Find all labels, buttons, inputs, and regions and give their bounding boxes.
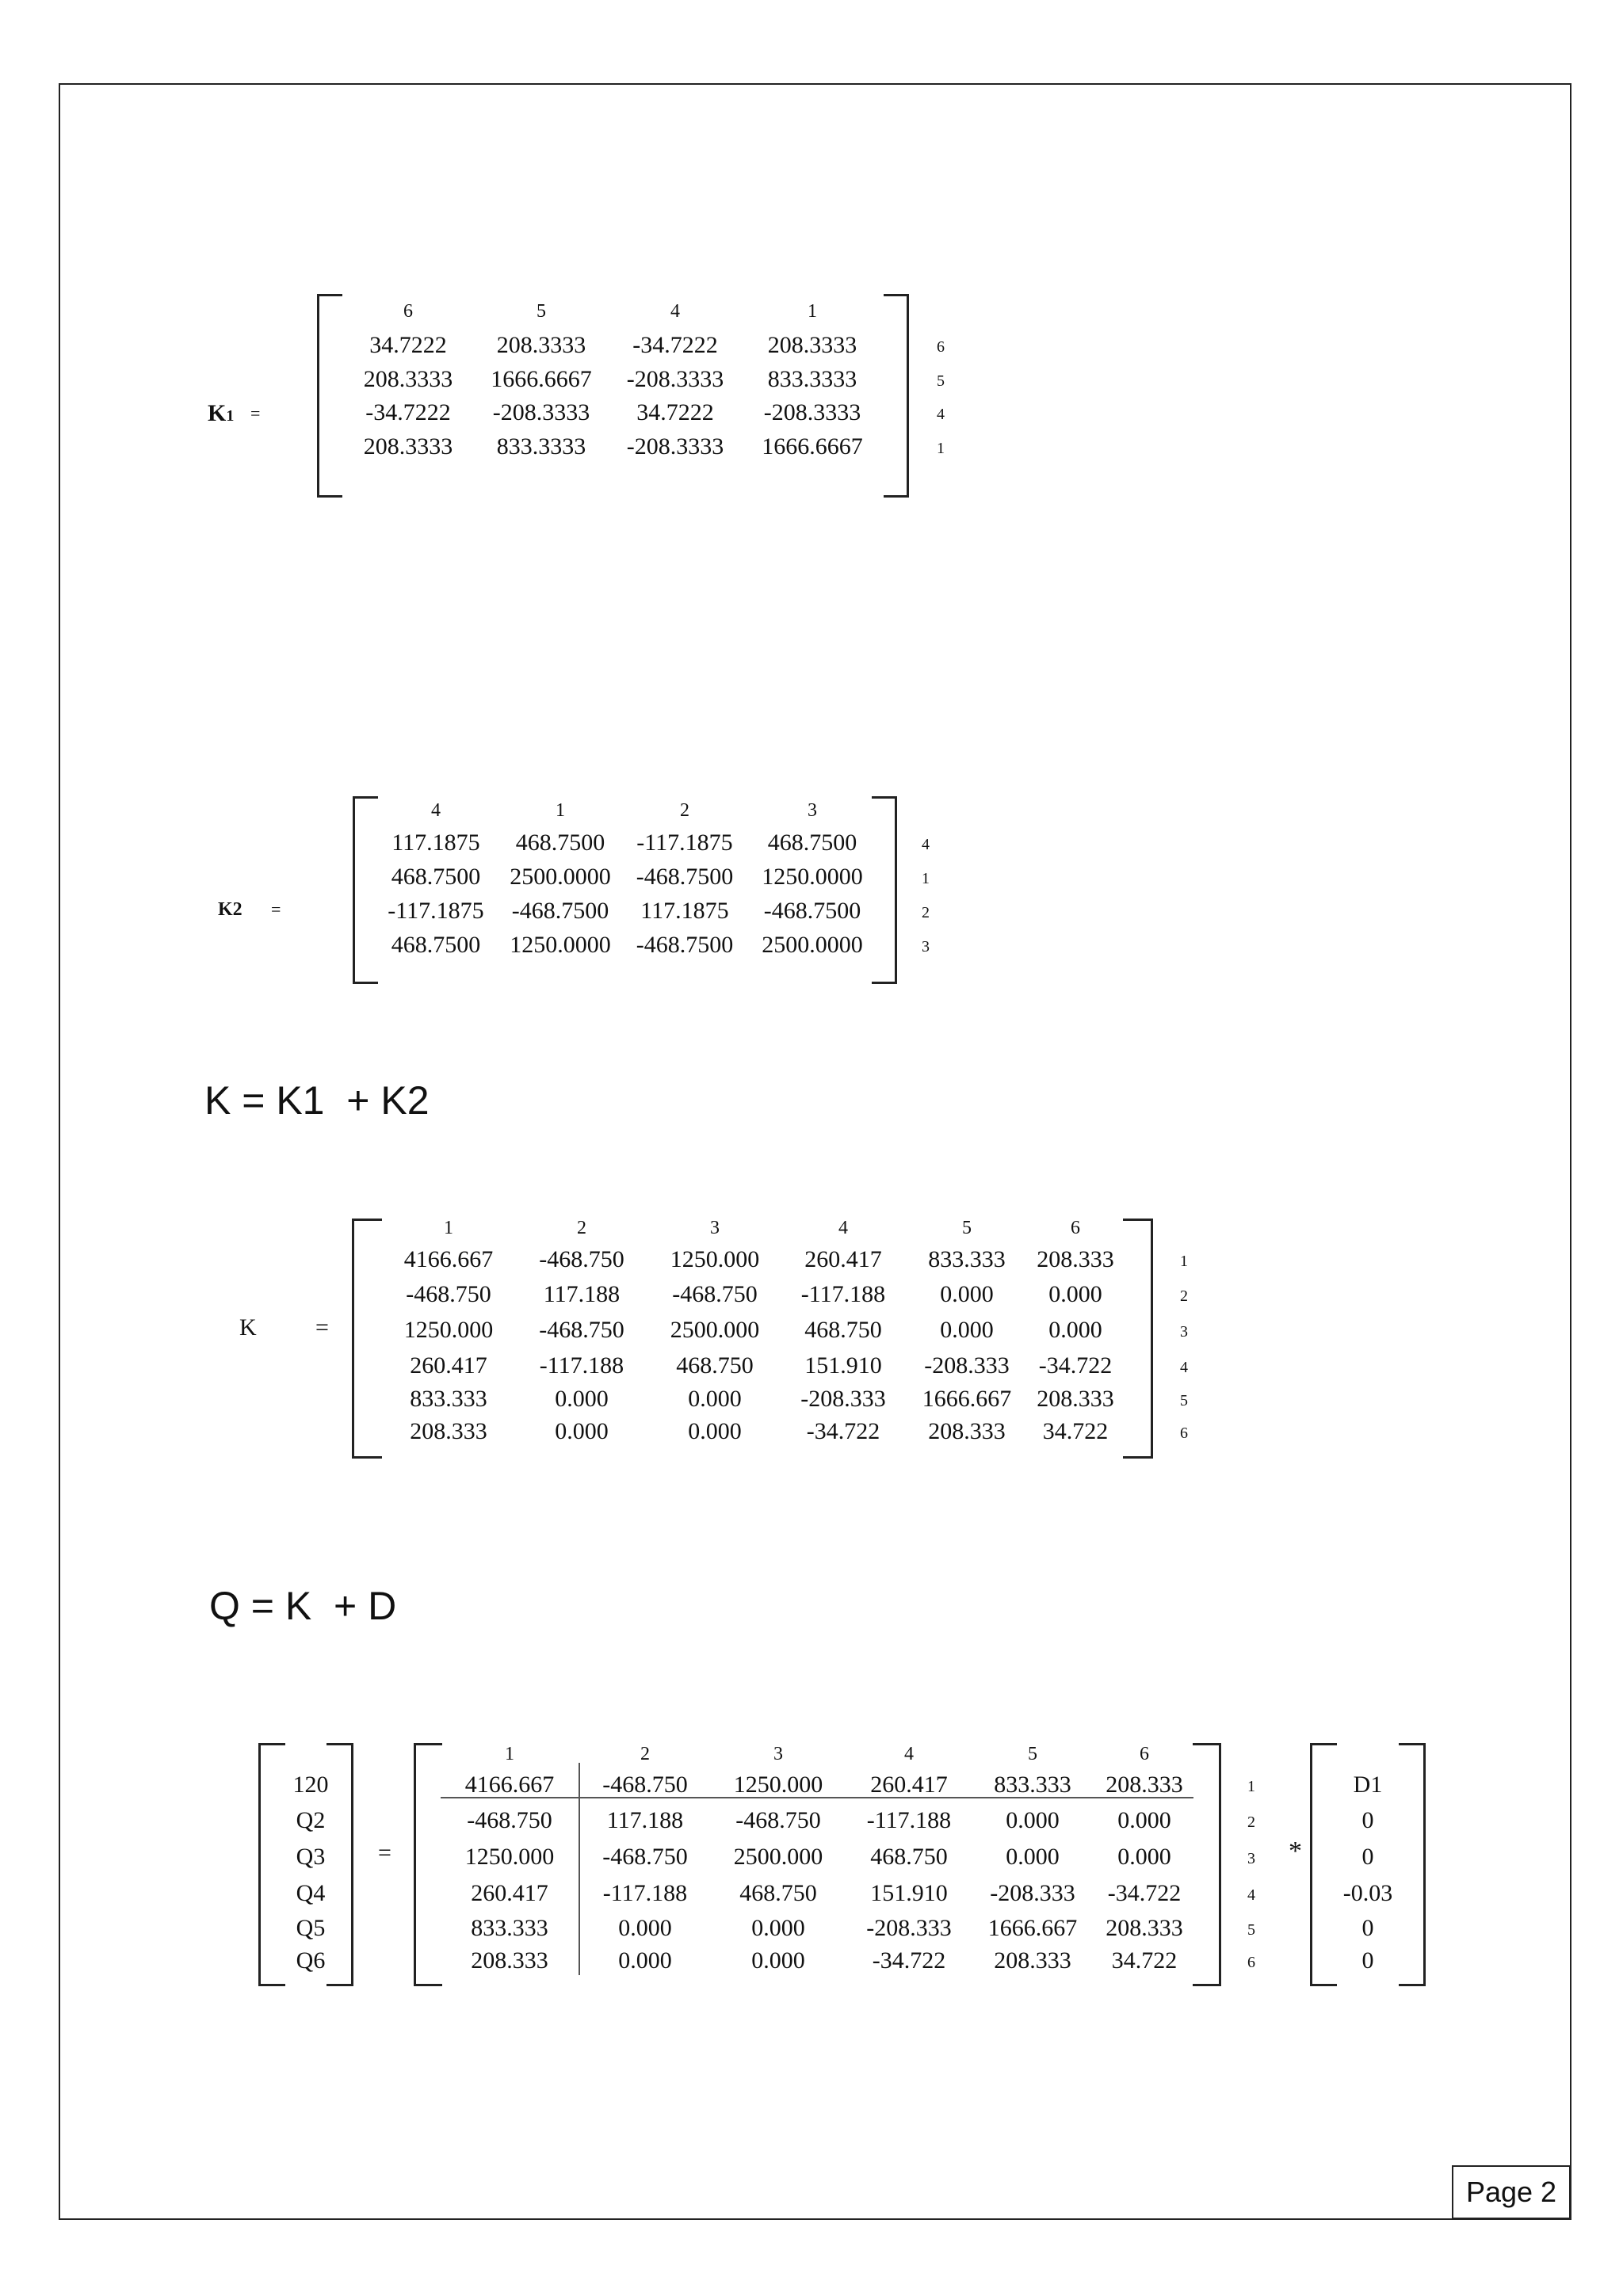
d-vector-entry: 0 — [1361, 1844, 1374, 1870]
system-cell: 2500.000 — [733, 1844, 823, 1870]
q-vector-entry: Q3 — [296, 1844, 326, 1870]
k-cell: 0.000 — [1048, 1281, 1102, 1307]
k-cell: -117.188 — [539, 1352, 624, 1379]
q-vector-entry: 120 — [292, 1772, 329, 1798]
k1-cell: 34.7222 — [636, 399, 714, 425]
k-row-label: 3 — [1180, 1323, 1188, 1341]
k1-cell: -208.3333 — [492, 399, 590, 425]
system-cell: 1250.000 — [464, 1844, 555, 1870]
k1-cell: 208.3333 — [767, 332, 857, 358]
k-cell: 4166.667 — [403, 1246, 494, 1272]
system-cell: -468.750 — [602, 1844, 688, 1870]
k2-cell: -468.7500 — [636, 864, 734, 890]
k1-row-label: 5 — [937, 372, 945, 390]
k-cell: 208.333 — [1037, 1386, 1114, 1412]
system-col-header: 4 — [904, 1744, 914, 1764]
k2-cell: 468.7500 — [391, 932, 481, 958]
k2-col-header: 4 — [431, 800, 441, 821]
k-cell: -468.750 — [539, 1246, 624, 1272]
d-vector-entry: 0 — [1361, 1915, 1374, 1941]
system-cell: -208.333 — [866, 1915, 952, 1941]
k-cell: 468.750 — [804, 1317, 882, 1343]
system-col-header: 1 — [505, 1744, 514, 1764]
system-cell: 1250.000 — [733, 1772, 823, 1798]
k1-col-header: 6 — [403, 301, 413, 322]
k-label: K — [239, 1314, 257, 1341]
k1-row-label: 4 — [937, 406, 945, 423]
k-cell: 1250.000 — [670, 1246, 760, 1272]
system-cell: 0.000 — [618, 1947, 672, 1974]
k-cell: 1666.667 — [922, 1386, 1012, 1412]
k2-cell: -468.7500 — [636, 932, 734, 958]
k2-label: K2 — [218, 899, 242, 920]
system-cell: -117.188 — [602, 1880, 688, 1906]
k2-cell: -117.1875 — [636, 830, 733, 856]
k-row-label: 1 — [1180, 1253, 1188, 1270]
k-cell: 0.000 — [940, 1281, 994, 1307]
k2-cell: -468.7500 — [763, 898, 861, 924]
k1-cell: -208.3333 — [626, 433, 724, 460]
k-cell: 260.417 — [410, 1352, 487, 1379]
k-cell: 0.000 — [1048, 1317, 1102, 1343]
k2-cell: 117.1875 — [391, 830, 480, 856]
system-cell: -34.722 — [1107, 1880, 1182, 1906]
k-cell: 833.333 — [928, 1246, 1006, 1272]
system-cell: -468.750 — [467, 1807, 552, 1833]
k1-row-label: 1 — [937, 440, 945, 457]
k-cell: 34.722 — [1042, 1418, 1109, 1444]
k-col-header: 5 — [962, 1218, 972, 1238]
k-cell: 0.000 — [688, 1418, 742, 1444]
k1-cell: 208.3333 — [496, 332, 586, 358]
k2-cell: 1250.0000 — [762, 864, 863, 890]
times-sign: * — [1289, 1836, 1302, 1866]
page-number: Page 2 — [1452, 2165, 1571, 2219]
k1-cell: 1666.6667 — [762, 433, 863, 460]
k1-right-bracket — [884, 294, 909, 498]
k2-cell: -468.7500 — [511, 898, 609, 924]
system-cell: -468.750 — [735, 1807, 821, 1833]
q-vector-entry: Q5 — [296, 1915, 326, 1941]
system-cell: 260.417 — [870, 1772, 948, 1798]
k-cell: 208.333 — [928, 1418, 1006, 1444]
k-cell: 0.000 — [688, 1386, 742, 1412]
k-cell: 468.750 — [676, 1352, 754, 1379]
k-col-header: 6 — [1071, 1218, 1080, 1238]
k2-cell: 468.7500 — [515, 830, 605, 856]
k-equals: = — [315, 1314, 329, 1341]
system-cell: 117.188 — [606, 1807, 684, 1833]
system-k-left-bracket — [414, 1743, 442, 1986]
d-vector-entry: 0 — [1361, 1807, 1374, 1833]
system-cell: 468.750 — [870, 1844, 948, 1870]
system-cell: 1666.667 — [987, 1915, 1078, 1941]
k2-col-header: 3 — [808, 800, 817, 821]
k2-col-header: 2 — [680, 800, 689, 821]
k-cell: -34.722 — [1038, 1352, 1113, 1379]
system-cell: 0.000 — [751, 1915, 805, 1941]
system-cell: -117.188 — [866, 1807, 952, 1833]
k2-row-label: 2 — [922, 904, 930, 921]
q-vector-entry: Q6 — [296, 1947, 326, 1974]
k1-cell: 833.3333 — [496, 433, 586, 460]
k-row-label: 4 — [1180, 1359, 1188, 1376]
system-row-label: 3 — [1247, 1850, 1255, 1867]
system-cell: 260.417 — [471, 1880, 548, 1906]
k-row-label: 2 — [1180, 1287, 1188, 1305]
k2-row-label: 4 — [922, 836, 930, 853]
k-col-header: 3 — [710, 1218, 720, 1238]
k-cell: 117.188 — [543, 1281, 621, 1307]
k-cell: 1250.000 — [403, 1317, 494, 1343]
equation-k-sum: K = K1 + K2 — [204, 1078, 430, 1123]
k-cell: -208.333 — [924, 1352, 1010, 1379]
system-cell: 833.333 — [994, 1772, 1071, 1798]
k-cell: -468.750 — [672, 1281, 758, 1307]
k-col-header: 1 — [444, 1218, 453, 1238]
k-row-label: 5 — [1180, 1392, 1188, 1409]
system-col-header: 3 — [773, 1744, 783, 1764]
k2-cell: -117.1875 — [388, 898, 484, 924]
system-row-label: 2 — [1247, 1814, 1255, 1831]
k-row-label: 6 — [1180, 1425, 1188, 1442]
k-cell: -34.722 — [806, 1418, 880, 1444]
system-cell: -208.333 — [990, 1880, 1075, 1906]
k-left-bracket — [352, 1219, 382, 1459]
system-cell: 208.333 — [1106, 1915, 1183, 1941]
equation-q: Q = K + D — [209, 1584, 397, 1628]
system-cell: -468.750 — [602, 1772, 688, 1798]
k1-cell: -208.3333 — [763, 399, 861, 425]
system-row-label: 6 — [1247, 1954, 1255, 1971]
q-vector-entry: Q2 — [296, 1807, 326, 1833]
system-cell: 208.333 — [471, 1947, 548, 1974]
k1-cell: 1666.6667 — [491, 366, 592, 392]
k1-cell: -208.3333 — [626, 366, 724, 392]
d-vector-entry: -0.03 — [1342, 1880, 1393, 1906]
system-cell: 208.333 — [994, 1947, 1071, 1974]
k-col-header: 2 — [577, 1218, 586, 1238]
k1-left-bracket — [317, 294, 342, 498]
k1-row-label: 6 — [937, 338, 945, 356]
k-cell: -468.750 — [406, 1281, 491, 1307]
k-cell: -208.333 — [800, 1386, 886, 1412]
k1-cell: -34.7222 — [365, 399, 451, 425]
k2-cell: 468.7500 — [767, 830, 857, 856]
k1-col-header: 4 — [670, 301, 680, 322]
system-cell: 0.000 — [1006, 1807, 1060, 1833]
system-cell: 468.750 — [739, 1880, 817, 1906]
k1-cell: 208.3333 — [363, 366, 453, 392]
k-cell: 833.333 — [410, 1386, 487, 1412]
k2-row-label: 3 — [922, 938, 930, 955]
k1-label: K1 — [208, 400, 235, 426]
system-col-header: 5 — [1028, 1744, 1037, 1764]
system-cell: 833.333 — [471, 1915, 548, 1941]
system-row-label: 5 — [1247, 1921, 1255, 1939]
k2-cell: 117.1875 — [640, 898, 729, 924]
k-cell: 0.000 — [555, 1386, 609, 1412]
k-cell: 0.000 — [940, 1317, 994, 1343]
system-cell: 0.000 — [751, 1947, 805, 1974]
k1-col-header: 1 — [808, 301, 817, 322]
k2-cell: 2500.0000 — [762, 932, 863, 958]
system-cell: 208.333 — [1106, 1772, 1183, 1798]
k1-cell: 833.3333 — [767, 366, 857, 392]
k2-col-header: 1 — [556, 800, 565, 821]
k-cell: -468.750 — [539, 1317, 624, 1343]
system-equals: = — [378, 1840, 391, 1866]
k-cell: 260.417 — [804, 1246, 882, 1272]
system-cell: 0.000 — [618, 1915, 672, 1941]
k-cell: 0.000 — [555, 1418, 609, 1444]
system-col-header: 2 — [640, 1744, 650, 1764]
k2-equals: = — [271, 899, 281, 919]
system-row-label: 1 — [1247, 1778, 1255, 1795]
d-vector-entry: 0 — [1361, 1947, 1374, 1974]
k2-cell: 2500.0000 — [510, 864, 611, 890]
d-vector-entry: D1 — [1353, 1772, 1383, 1798]
system-col-header: 6 — [1140, 1744, 1149, 1764]
k2-cell: 468.7500 — [391, 864, 481, 890]
k-cell: -117.188 — [800, 1281, 886, 1307]
system-cell: 0.000 — [1006, 1844, 1060, 1870]
k-cell: 208.333 — [410, 1418, 487, 1444]
system-row-label: 4 — [1247, 1886, 1255, 1904]
k1-col-header: 5 — [537, 301, 546, 322]
system-cell: -34.722 — [872, 1947, 946, 1974]
q-vector-entry: Q4 — [296, 1880, 326, 1906]
k-cell: 151.910 — [804, 1352, 882, 1379]
k1-cell: -34.7222 — [632, 332, 718, 358]
system-cell: 0.000 — [1117, 1844, 1171, 1870]
k2-row-label: 1 — [922, 870, 930, 887]
system-cell: 0.000 — [1117, 1807, 1171, 1833]
k1-cell: 34.7222 — [369, 332, 447, 358]
system-cell: 151.910 — [870, 1880, 948, 1906]
system-cell: 4166.667 — [464, 1772, 555, 1798]
k-cell: 2500.000 — [670, 1317, 760, 1343]
system-cell: 34.722 — [1111, 1947, 1178, 1974]
k-cell: 208.333 — [1037, 1246, 1114, 1272]
k1-equals: = — [250, 403, 261, 423]
k-col-header: 4 — [838, 1218, 848, 1238]
k2-cell: 1250.0000 — [510, 932, 611, 958]
k1-cell: 208.3333 — [363, 433, 453, 460]
